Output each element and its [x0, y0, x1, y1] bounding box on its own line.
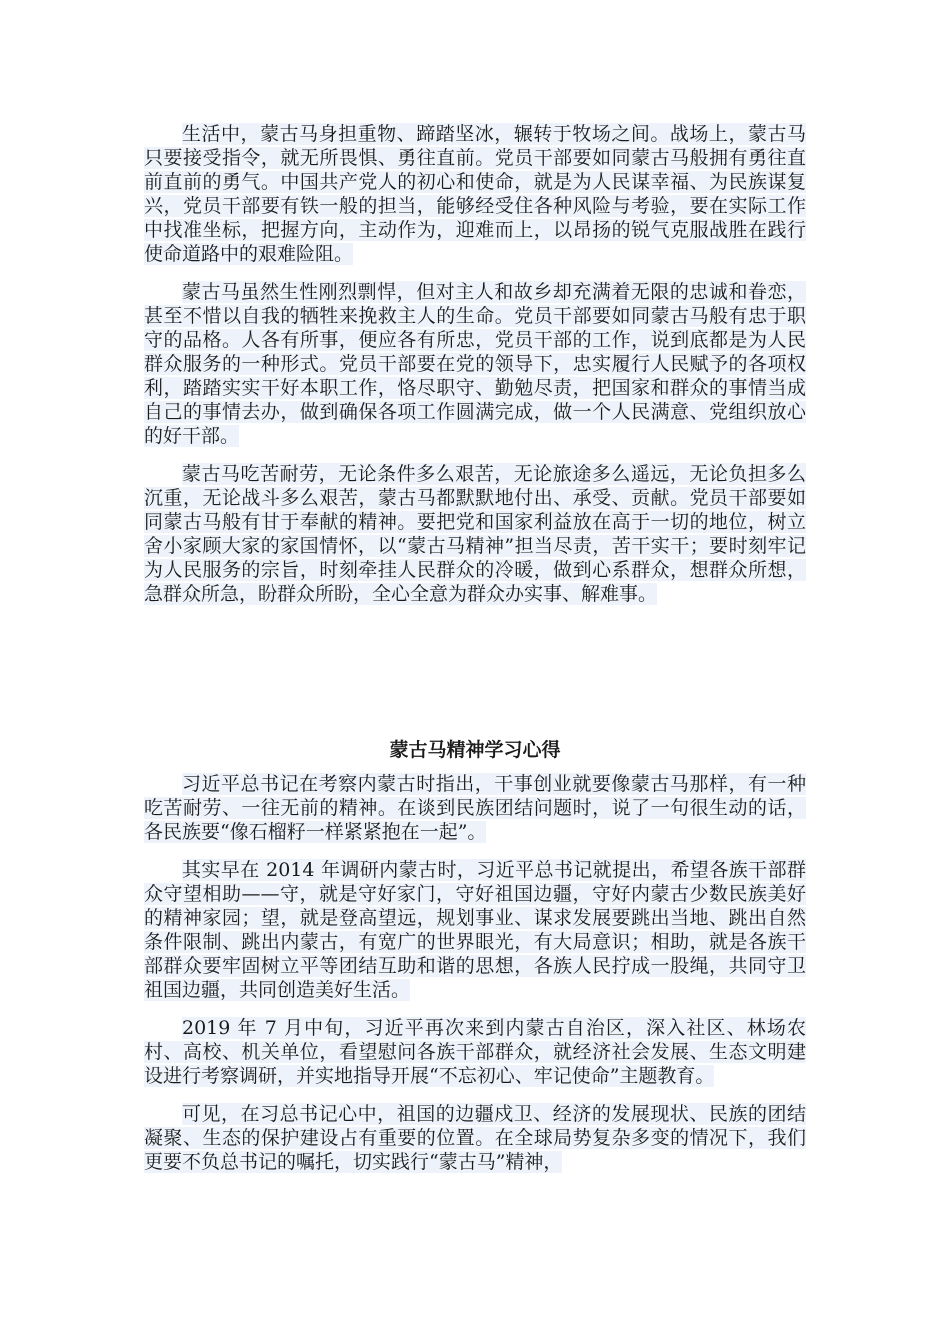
paragraph-text: 蒙古马吃苦耐劳，无论条件多么艰苦，无论旅途多么遥远，无论负担多么沉重，无论战斗多么艰苦，蒙古马都默默地付出、承受、贡献。党员干部要如同蒙古马般有甘于奉献的精神。要把党和国家利益放在高于一切的地位，树立舍小家顾大家的家国情怀，以“蒙古马精神”担当尽责，苦干实干；要时刻牢记为人民服务的宗旨，时刻牵挂人民群众的冷暖，做到心系群众，想群众所想，急群众所急，盼群众所盼，全心全意为群众办实事、解难事。	[144, 463, 806, 605]
essay-section-1	[144, 122, 806, 606]
paragraph-text: 2019 年 7 月中旬，习近平再次来到内蒙古自治区，深入社区、林场农村、高校、机关单位，看望慰问各族干部群众，就经济社会发展、生态文明建设进行考察调研，并实地指导开展“不忘初心、牢记使命”主题教育。	[144, 1017, 806, 1087]
paragraph-text: 习近平总书记在考察内蒙古时指出，干事创业就要像蒙古马那样，有一种吃苦耐劳、一往无前的精神。在谈到民族团结问题时，说了一句很生动的话，各民族要“像石榴籽一样紧紧抱在一起”。	[144, 773, 806, 843]
paragraph-text: 生活中，蒙古马身担重物、蹄踏坚冰，辗转于牧场之间。战场上，蒙古马只要接受指令，就无所畏惧、勇往直前。党员干部要如同蒙古马般拥有勇往直前直前的勇气。中国共产党人的初心和使命，就是为人民谋幸福、为民族谋复兴，党员干部要有铁一般的担当，能够经受住各种风险与考验，要在实际工作中找准坐标，把握方向，主动作为，迎难而上，以昂扬的锐气克服战胜在践行使命道路中的艰难险阻。	[144, 123, 806, 265]
paragraph	[144, 858, 806, 1002]
paragraph	[144, 280, 806, 448]
paragraph	[144, 462, 806, 606]
paragraph	[144, 1102, 806, 1174]
section-title: 蒙古马精神学习心得	[389, 739, 561, 761]
essay-section-2	[144, 738, 806, 1174]
paragraph	[144, 772, 806, 844]
paragraph-text: 可见，在习总书记心中，祖国的边疆戍卫、经济的发展现状、民族的团结凝聚、生态的保护建设占有重要的位置。在全球局势复杂多变的情况下，我们更要不负总书记的嘱托，切实践行“蒙古马”精神，	[144, 1103, 806, 1173]
paragraph-text: 蒙古马虽然生性刚烈剽悍，但对主人和故乡却充满着无限的忠诚和眷恋，甚至不惜以自我的牺牲来挽救主人的生命。党员干部要如同蒙古马般有忠于职守的品格。人各有所事，便应各有所忠，党员干部的工作，说到底都是为人民群众服务的一种形式。党员干部要在党的领导下，忠实履行人民赋予的各项权利，踏踏实实干好本职工作，恪尽职守、勤勉尽责，把国家和群众的事情当成自己的事情去办，做到确保各项工作圆满完成，做一个人民满意、党组织放心的好干部。	[144, 281, 806, 447]
paragraph	[144, 1016, 806, 1088]
paragraph	[144, 122, 806, 266]
paragraph-text: 其实早在 2014 年调研内蒙古时，习近平总书记就提出，希望各族干部群众守望相助——守，就是守好家门，守好祖国边疆，守好内蒙古少数民族美好的精神家园；望，就是登高望远，规划事业、谋求发展要跳出当地、跳出自然条件限制、跳出内蒙古，有宽广的世界眼光，有大局意识；相助，就是各族干部群众要牢固树立平等团结互助和谐的思想，各族人民拧成一股绳，共同守卫祖国边疆，共同创造美好生活。	[144, 859, 806, 1001]
